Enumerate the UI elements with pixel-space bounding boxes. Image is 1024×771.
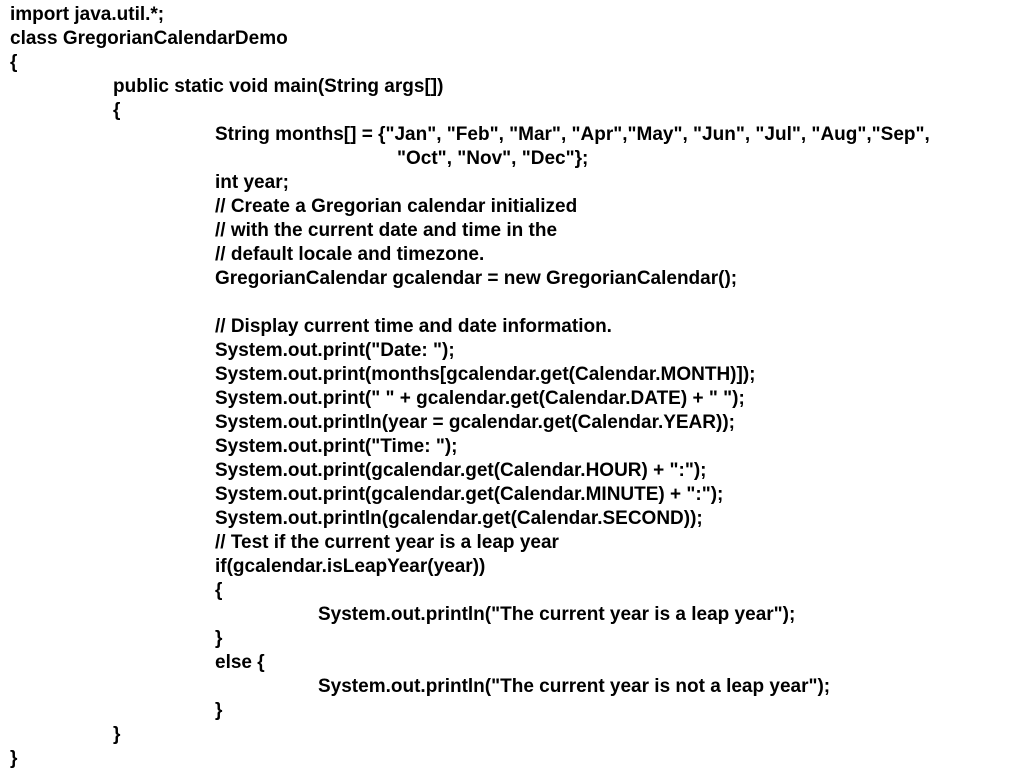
code-line: System.out.print(" " + gcalendar.get(Calendar.DATE) + " "); [215,388,745,409]
code-line: class GregorianCalendarDemo [10,28,288,49]
code-line: System.out.print("Time: "); [215,436,458,457]
code-line: System.out.print(gcalendar.get(Calendar.MINUTE) + ":"); [215,484,724,505]
code-line: System.out.println("The current year is not a leap year"); [318,676,831,697]
code-line: GregorianCalendar gcalendar = new GregorianCalendar(); [215,268,738,289]
code-line: { [113,100,121,121]
code-line: else { [215,652,265,673]
code-line: } [113,724,121,745]
code-line: int year; [215,172,289,193]
code-line: import java.util.*; [10,4,165,25]
code-line: public static void main(String args[]) [113,76,444,97]
code-line: System.out.print(months[gcalendar.get(Calendar.MONTH)]); [215,364,756,385]
code-line: "Oct", "Nov", "Dec"}; [397,148,589,169]
code-line: System.out.println(year = gcalendar.get(Calendar.YEAR)); [215,412,735,433]
code-line: System.out.println("The current year is a leap year"); [318,604,796,625]
code-line: if(gcalendar.isLeapYear(year)) [215,556,486,577]
code-line: // Test if the current year is a leap year [215,532,559,553]
code-line: { [215,580,223,601]
code-line: // Display current time and date information. [215,316,612,337]
code-line: // default locale and timezone. [215,244,485,265]
code-line: } [10,748,18,769]
code-line: } [215,700,223,721]
code-line: // Create a Gregorian calendar initialized [215,196,578,217]
code-line: } [215,628,223,649]
code-line: System.out.print(gcalendar.get(Calendar.HOUR) + ":"); [215,460,707,481]
code-line: // with the current date and time in the [215,220,558,241]
code-line: String months[] = {"Jan", "Feb", "Mar", "Apr","May", "Jun", "Jul", "Aug","Sep", [215,124,930,145]
code-line: System.out.print("Date: "); [215,340,455,361]
code-line: System.out.println(gcalendar.get(Calendar.SECOND)); [215,508,703,529]
code-line: { [10,52,18,73]
